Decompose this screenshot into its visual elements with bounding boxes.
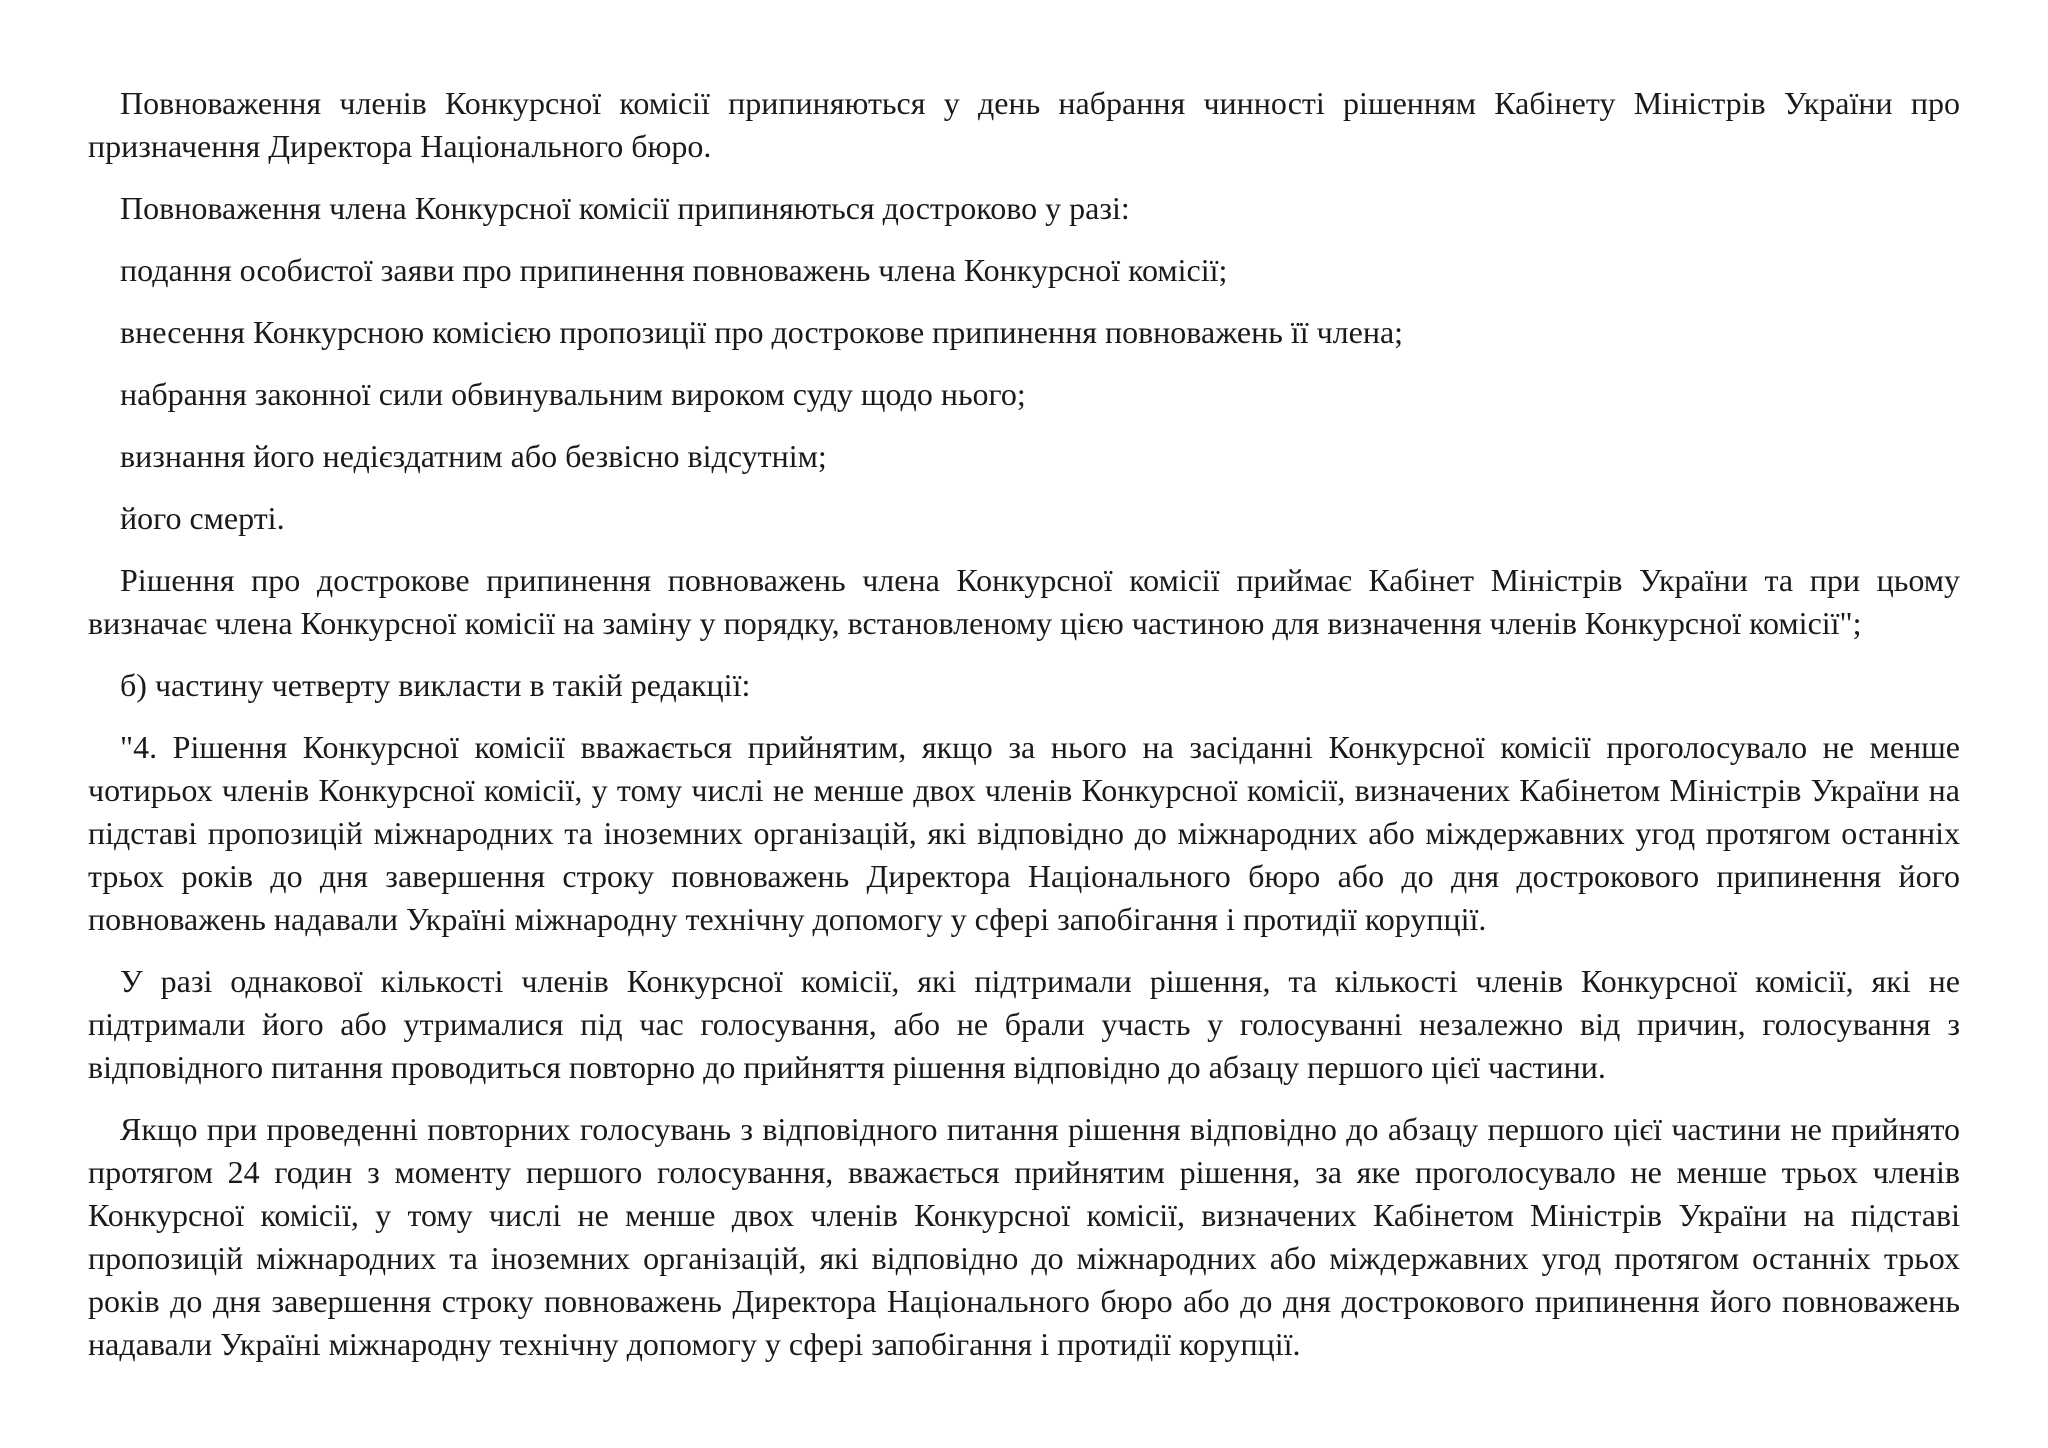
paragraph-part-four-amendment: б) частину четверту викласти в такій редакції: [120,667,751,703]
paragraph-repeat-vote: Якщо при проведенні повторних голосувань з відповідного питання рішення відповідно до абзацу першого цієї частини не прийнято протягом 24 годин з моменту першого голосування, вважається прийнятим рішення, за яке проголосувало не менше трьох членів Конкурсної комісії, у тому числі не менше двох членів Конкурсної комісії, визначених Кабінетом Міністрів України на підставі пропозицій міжнародних та іноземних організацій, які відповідно до міжнародних або міждержавних угод протягом останніх трьох років до дня завершення строку повноважень Директора Національного бюро або до дня дострокового припинення його повноважень надавали Україні міжнародну технічну допомогу у сфері запобігання і протидії корупції. [88,1111,1960,1362]
document-page [88,82,1960,1385]
list-item-death: його смерті. [120,500,285,536]
paragraph-early-termination-intro: Повноваження члена Конкурсної комісії припиняються достроково у разі: [120,190,1130,226]
list-item-personal-application: подання особистої заяви про припинення повноважень члена Конкурсної комісії; [120,252,1228,288]
list-item-commission-proposal: внесення Конкурсною комісією пропозиції про дострокове припинення повноважень її члена; [120,314,1404,350]
list-item-court-verdict: набрання законної сили обвинувальним вироком суду щодо нього; [120,376,1026,412]
list-item-incapacity: визнання його недієздатним або безвісно відсутнім; [120,438,827,474]
paragraph-decision-quorum: "4. Рішення Конкурсної комісії вважається прийнятим, якщо за нього на засіданні Конкурсної комісії проголосувало не менше чотирьох членів Конкурсної комісії, у тому числі не менше двох членів Конкурсної комісії, визначених Кабінетом Міністрів України на підставі пропозицій міжнародних та іноземних організацій, які відповідно до міжнародних або міждержавних угод протягом останніх трьох років до дня завершення строку повноважень Директора Національного бюро або до дня дострокового припинення його повноважень надавали Україні міжнародну технічну допомогу у сфері запобігання і протидії корупції. [88,729,1960,937]
paragraph-commission-term-end: Повноваження членів Конкурсної комісії припиняються у день набрання чинності рішенням Кабінету Міністрів України про призначення Директора Національного бюро. [88,85,1960,164]
paragraph-replacement-decision: Рішення про дострокове припинення повноважень члена Конкурсної комісії приймає Кабінет Міністрів України та при цьому визначає члена Конкурсної комісії на заміну у порядку, встановленому цією частиною для визначення членів Конкурсної комісії"; [88,562,1960,641]
paragraph-tie-vote: У разі однакової кількості членів Конкурсної комісії, які підтримали рішення, та кількості членів Конкурсної комісії, які не підтримали його або утрималися під час голосування, або не брали участь у голосуванні незалежно від причин, голосування з відповідного питання проводиться повторно до прийняття рішення відповідно до абзацу першого цієї частини. [88,963,1960,1085]
